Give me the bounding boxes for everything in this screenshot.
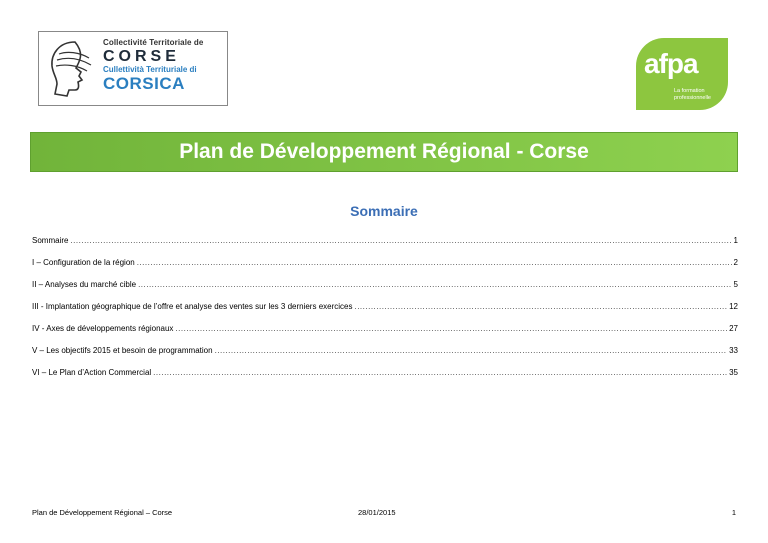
- toc-leader-dots: [70, 236, 731, 245]
- corse-logo-line-2: CORSE: [103, 48, 180, 65]
- profile-head-icon: [45, 38, 100, 100]
- toc-leader-dots: [138, 280, 731, 289]
- toc-entry-plan-action[interactable]: [32, 368, 738, 382]
- toc-heading: Sommaire: [350, 203, 418, 219]
- toc-entry-label: I – Configuration de la région: [32, 258, 135, 267]
- corse-logo-line-3: Cullettività Territuriale di: [103, 65, 197, 74]
- toc-entry-label: II – Analyses du marché cible: [32, 280, 137, 289]
- toc-entry-label: VI – Le Plan d’Action Commercial: [32, 368, 152, 377]
- toc-entry-label: V – Les objectifs 2015 et besoin de programmation: [32, 346, 213, 355]
- footer-date: 28/01/2015: [358, 508, 396, 517]
- toc-entry-analyses[interactable]: [32, 280, 738, 294]
- toc-entry-page: 1: [733, 236, 738, 245]
- corse-logo-line-4: CORSICA: [103, 74, 185, 93]
- document-title: Plan de Développement Régional - Corse: [179, 140, 589, 163]
- toc-entry-label: III - Implantation géographique de l’offre et analyse des ventes sur les 3 derniers exercices: [32, 302, 353, 311]
- toc-leader-dots: [215, 346, 728, 355]
- afpa-logo-word: afpa: [644, 48, 698, 79]
- toc-entry-axes[interactable]: [32, 324, 738, 338]
- toc-entry-page: 2: [733, 258, 738, 267]
- toc-entry-page: 27: [729, 324, 738, 333]
- toc-entry-label: IV - Axes de développements régionaux: [32, 324, 174, 333]
- toc-entry-page: 12: [729, 302, 738, 311]
- toc-entry-page: 5: [733, 280, 738, 289]
- toc-leader-dots: [153, 368, 727, 377]
- toc-entry-configuration[interactable]: [32, 258, 738, 272]
- footer-document-title: Plan de Développement Régional – Corse: [32, 508, 173, 517]
- corse-logo-line-1: Collectivité Territoriale de: [103, 38, 204, 47]
- toc-entry-objectifs[interactable]: [32, 346, 738, 360]
- toc-leader-dots: [175, 324, 727, 333]
- toc-entry-implantation[interactable]: [32, 302, 738, 316]
- toc-leader-dots: [354, 302, 727, 311]
- toc-entry-label: Sommaire: [32, 236, 69, 245]
- corse-logo: [38, 31, 228, 106]
- toc-entry-sommaire[interactable]: [32, 236, 738, 250]
- afpa-logo: [636, 38, 728, 110]
- toc-entry-page: 35: [729, 368, 738, 377]
- footer-page-number: 1: [731, 508, 736, 517]
- afpa-logo-tagline: La formation professionnelle: [674, 88, 711, 101]
- title-banner: [30, 132, 738, 172]
- toc-leader-dots: [137, 258, 732, 267]
- toc-entry-page: 33: [729, 346, 738, 355]
